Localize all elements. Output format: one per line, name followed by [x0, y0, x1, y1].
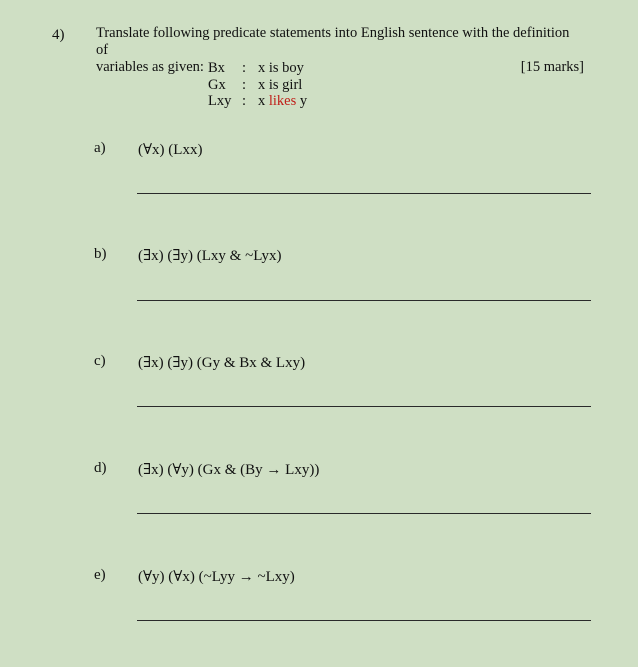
part-a [0, 140, 638, 240]
predicate-expression: (∃x) (∃y) (Gy & Bx & Lxy) [138, 355, 306, 371]
definition-meaning: x is boy [258, 60, 304, 76]
marks-label: [15 marks] [520, 59, 584, 75]
definition-row-bx [208, 60, 307, 77]
definition-colon: : [242, 93, 247, 109]
definition-colon: : [242, 76, 247, 93]
instruction-line-2: variables as given: [96, 59, 204, 75]
answer-line[interactable] [137, 406, 591, 407]
highlighted-word: likes [268, 93, 297, 109]
answer-line[interactable] [137, 513, 591, 514]
part-label: e) [94, 567, 106, 583]
definition-row-lxy [208, 93, 307, 110]
definition-row-gx [208, 77, 307, 94]
part-b [0, 246, 638, 346]
part-label: c) [94, 353, 106, 369]
variable-definitions [208, 60, 307, 110]
part-label: d) [94, 460, 107, 476]
part-d [0, 460, 638, 560]
part-e [0, 567, 638, 667]
definition-colon: : [242, 60, 247, 76]
definition-variable: Bx [208, 60, 225, 76]
instruction-line-2-row [96, 59, 584, 76]
predicate-expression: (∃x) (∃y) (Lxy & ~Lyx) [138, 248, 282, 264]
predicate-expression: (∃x) (∀y) (Gx & (By → Lxy)) [138, 462, 320, 478]
part-label: a) [94, 140, 106, 156]
part-label: b) [94, 246, 107, 262]
part-c [0, 353, 638, 453]
answer-line[interactable] [137, 300, 591, 301]
definition-variable: Gx [208, 76, 226, 93]
predicate-expression: (∀y) (∀x) (~Lyy → ~Lxy) [138, 569, 295, 585]
question-instruction [96, 25, 584, 76]
answer-line[interactable] [137, 193, 591, 194]
definition-meaning: x is girl [258, 76, 303, 93]
answer-line[interactable] [137, 620, 591, 621]
definition-meaning: x likes y [258, 93, 308, 109]
definition-variable: Lxy [208, 93, 232, 109]
instruction-line-1: Translate following predicate statements into English sentence with the definition of [96, 25, 570, 58]
predicate-expression: (∀x) (Lxx) [138, 142, 203, 158]
question-number: 4) [52, 27, 65, 43]
